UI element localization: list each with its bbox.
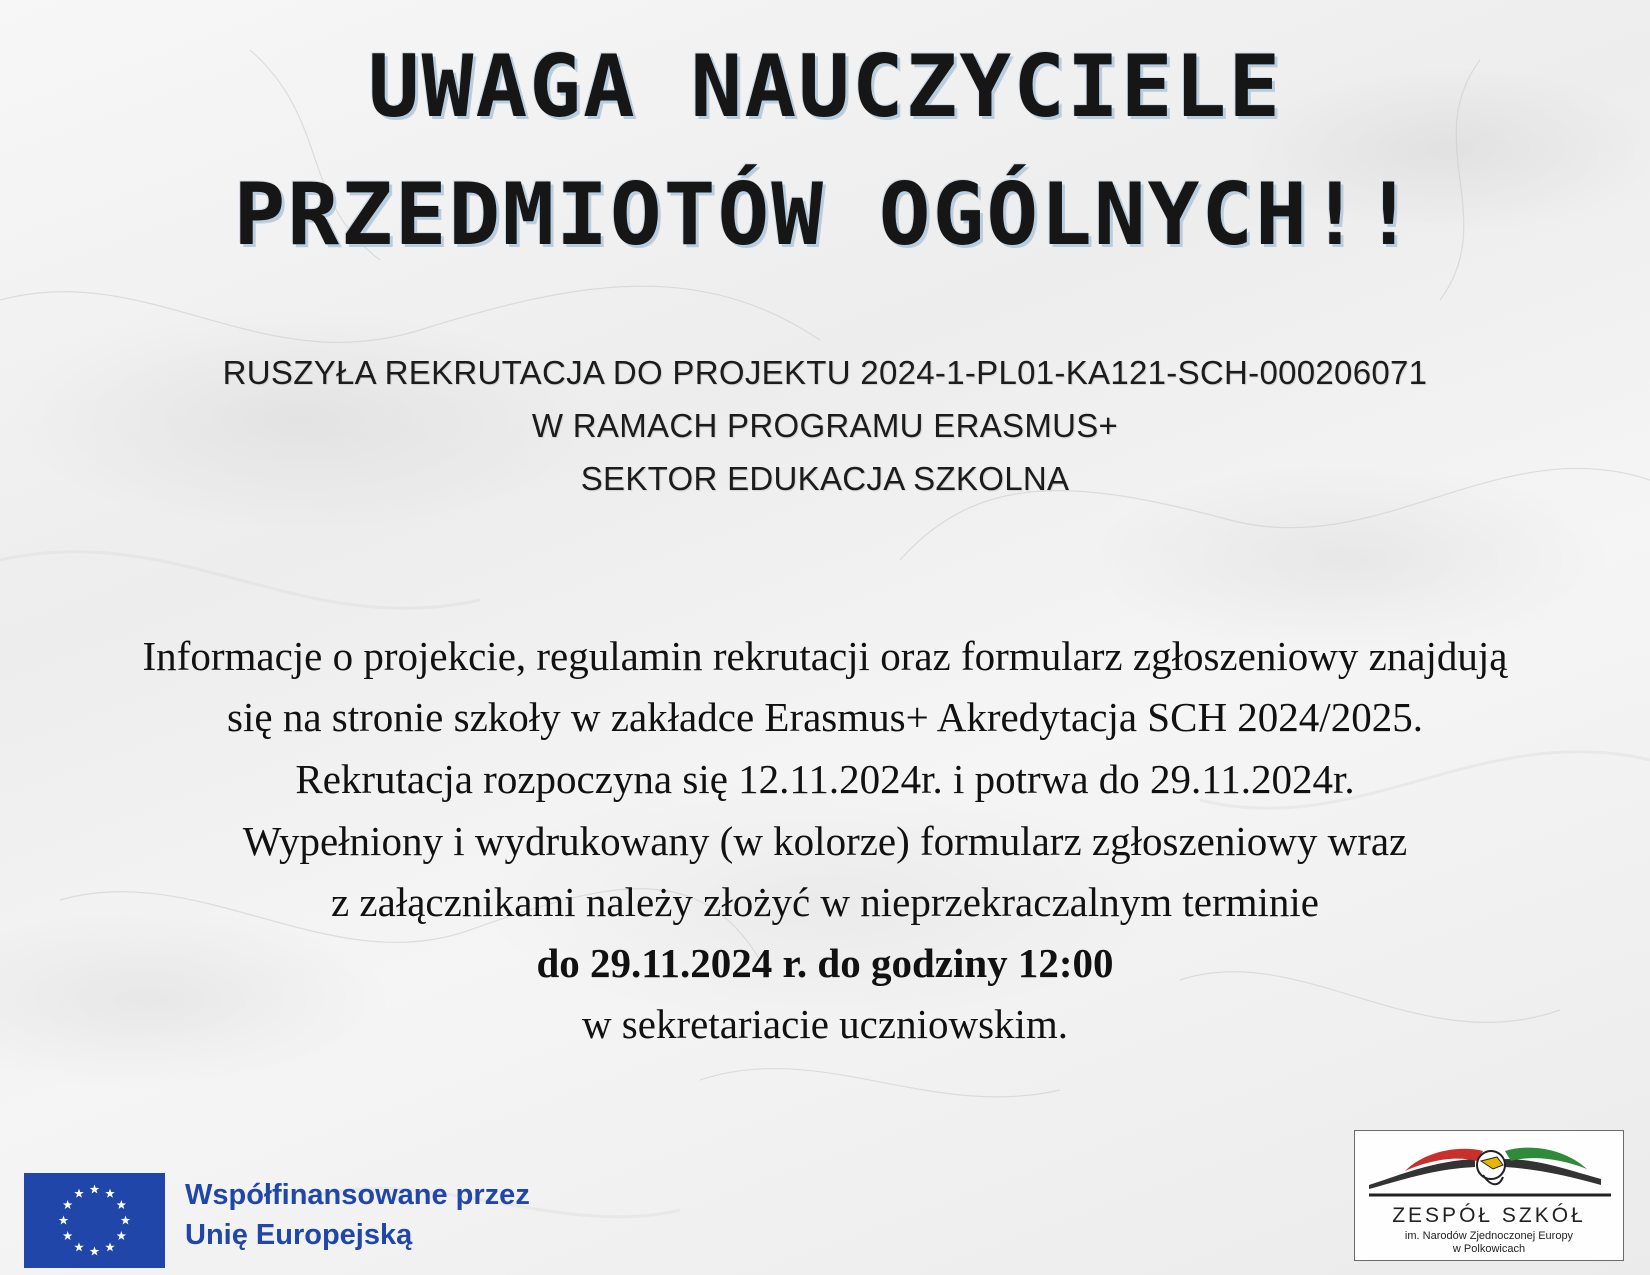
eu-star-icon xyxy=(74,1242,84,1251)
eu-star-icon xyxy=(90,1247,100,1256)
school-location: w Polkowicach xyxy=(1452,1243,1526,1255)
eu-star-icon xyxy=(105,1189,115,1198)
body-line-7: w sekretariacie uczniowskim. xyxy=(581,1001,1069,1047)
body-line-1: Informacje o projekcie, regulamin rekrutacji oraz formularz zgłoszeniowy znajdują xyxy=(142,633,1508,679)
eu-star-icon xyxy=(121,1216,131,1225)
eu-star-icon xyxy=(117,1200,127,1209)
body-line-4: Wypełniony i wydrukowany (w kolorze) formularz zgłoszeniowy wraz xyxy=(242,818,1408,864)
body-line-5: z załącznikami należy złożyć w nieprzekraczalnym terminie xyxy=(330,879,1319,925)
headline-line-2: PRZEDMIOTÓW OGÓLNYCH!! xyxy=(233,165,1417,265)
body-line-3: Rekrutacja rozpoczyna się 12.11.2024r. i potrwa do 29.11.2024r. xyxy=(295,756,1355,802)
school-patron: im. Narodów Zjednoczonej Europy xyxy=(1404,1230,1574,1242)
eu-star-icon xyxy=(117,1231,127,1240)
eu-star-icon xyxy=(63,1200,73,1209)
deadline-text: do 29.11.2024 r. do godziny 12:00 xyxy=(536,940,1114,986)
eu-star-icon xyxy=(63,1231,73,1240)
body-line-2: się na stronie szkoły w zakładce Erasmus+ Akredytacja SCH 2024/2025. xyxy=(227,694,1423,740)
headline-line-1: UWAGA NAUCZYCIELE xyxy=(367,37,1283,137)
eu-star-icon xyxy=(105,1242,115,1251)
eu-star-icon xyxy=(90,1185,100,1194)
eu-star-icon xyxy=(59,1216,69,1225)
eu-text-line-2: Unię Europejską xyxy=(185,1219,413,1251)
subheading-programme: W RAMACH PROGRAMU ERASMUS+ xyxy=(531,407,1119,444)
eu-star-icon xyxy=(74,1189,84,1198)
eagle-emblem-icon xyxy=(1365,1139,1615,1201)
eu-text-line-1: Współfinansowane przez xyxy=(185,1179,530,1211)
eu-flag-icon xyxy=(24,1173,165,1268)
eu-cofinanced-label xyxy=(185,1175,530,1255)
school-logo xyxy=(1354,1130,1624,1261)
subheading-sector: SEKTOR EDUKACJA SZKOLNA xyxy=(580,460,1070,497)
school-name: ZESPÓŁ SZKÓŁ xyxy=(1392,1204,1586,1227)
subheading-project: RUSZYŁA REKRUTACJA DO PROJEKTU 2024-1-PL01-KA121-SCH-000206071 xyxy=(222,354,1428,391)
